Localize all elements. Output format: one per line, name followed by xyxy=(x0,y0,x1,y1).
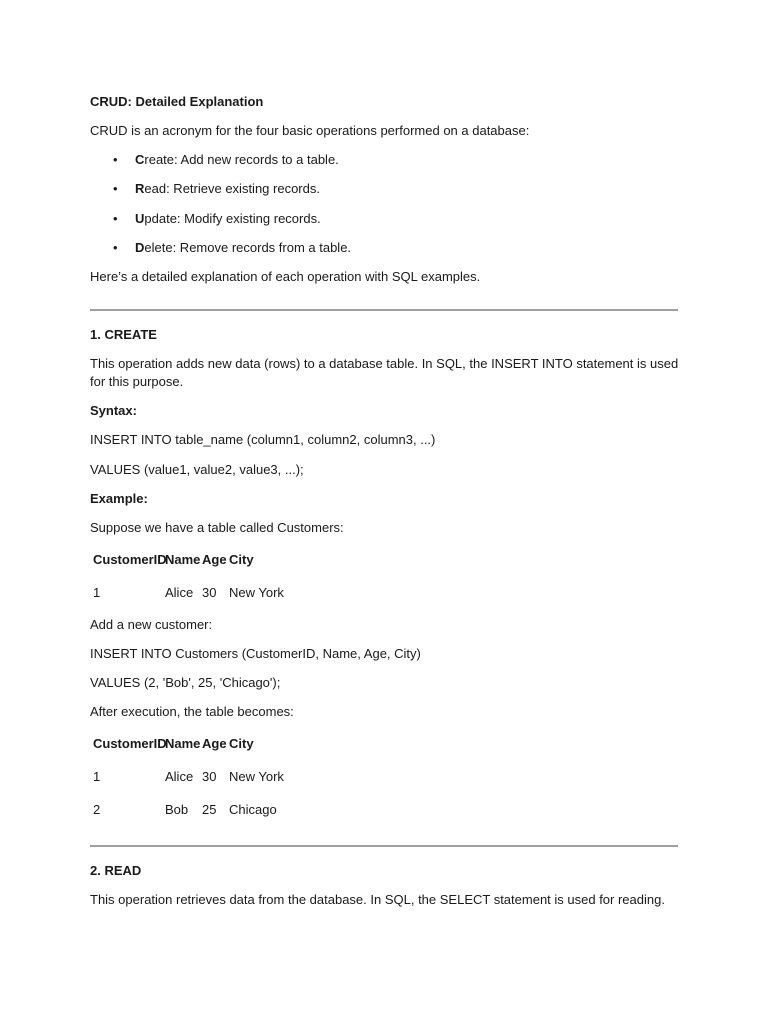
table-cell: Bob xyxy=(165,802,189,817)
bullet-letter: D xyxy=(135,240,145,255)
create-description: This operation adds new data (rows) to a database table. In SQL, the INSERT INTO statement is used for this purpose. xyxy=(90,356,679,389)
table-header-cell: City xyxy=(229,552,254,567)
bullet-rest: reate: Add new records to a table. xyxy=(144,152,339,167)
table-cell: New York xyxy=(229,769,284,784)
bullet-item-delete xyxy=(135,239,351,257)
insert-statement-line: INSERT INTO Customers (CustomerID, Name, Age, City) xyxy=(90,646,421,661)
example-intro: Suppose we have a table called Customers: xyxy=(90,520,344,535)
table-cell: Alice xyxy=(165,769,194,784)
bullet-marker: • xyxy=(113,181,118,196)
after-execution-label: After execution, the table becomes: xyxy=(90,704,294,719)
table-cell: 2 xyxy=(93,802,101,817)
bullet-marker: • xyxy=(113,152,118,167)
table-cell: Alice xyxy=(165,585,194,600)
syntax-label: Syntax: xyxy=(90,403,137,418)
bullet-item-read xyxy=(135,180,320,198)
table-cell: New York xyxy=(229,585,284,600)
read-description: This operation retrieves data from the database. In SQL, the SELECT statement is used for reading. xyxy=(90,892,665,907)
table-header-cell: City xyxy=(229,736,254,751)
bullet-letter: U xyxy=(135,211,145,226)
bullet-letter: C xyxy=(135,152,145,167)
table-header-cell: Name xyxy=(165,552,201,567)
bullet-rest: ead: Retrieve existing records. xyxy=(144,181,320,196)
outro-paragraph: Here’s a detailed explanation of each operation with SQL examples. xyxy=(90,269,481,284)
table-header-cell: Age xyxy=(202,552,227,567)
table-header-cell: Age xyxy=(202,736,227,751)
insert-statement-line: VALUES (2, 'Bob', 25, 'Chicago'); xyxy=(90,675,281,690)
bullet-item-create xyxy=(135,151,339,169)
table-cell: 1 xyxy=(93,769,101,784)
bullet-rest: pdate: Modify existing records. xyxy=(144,211,321,226)
table-cell: 30 xyxy=(202,769,217,784)
table-header-cell: CustomerID xyxy=(93,552,167,567)
bullet-item-update xyxy=(135,210,321,228)
add-customer-label: Add a new customer: xyxy=(90,617,213,632)
table-cell: 25 xyxy=(202,802,217,817)
table-header-cell: CustomerID xyxy=(93,736,167,751)
bullet-letter: R xyxy=(135,181,145,196)
bullet-marker: • xyxy=(113,211,118,226)
table-header-cell: Name xyxy=(165,736,201,751)
section-heading-create: 1. CREATE xyxy=(90,327,157,342)
bullet-marker: • xyxy=(113,240,118,255)
table-cell: 30 xyxy=(202,585,217,600)
table-cell: Chicago xyxy=(229,802,277,817)
syntax-line: INSERT INTO table_name (column1, column2, column3, ...) xyxy=(90,432,436,447)
intro-paragraph: CRUD is an acronym for the four basic operations performed on a database: xyxy=(90,123,530,138)
table-cell: 1 xyxy=(93,585,101,600)
bullet-rest: elete: Remove records from a table. xyxy=(144,240,352,255)
example-label: Example: xyxy=(90,491,148,506)
section-divider xyxy=(90,309,678,311)
section-divider xyxy=(90,845,678,847)
document-title: CRUD: Detailed Explanation xyxy=(90,94,264,109)
section-heading-read: 2. READ xyxy=(90,863,142,878)
syntax-line: VALUES (value1, value2, value3, ...); xyxy=(90,462,304,477)
